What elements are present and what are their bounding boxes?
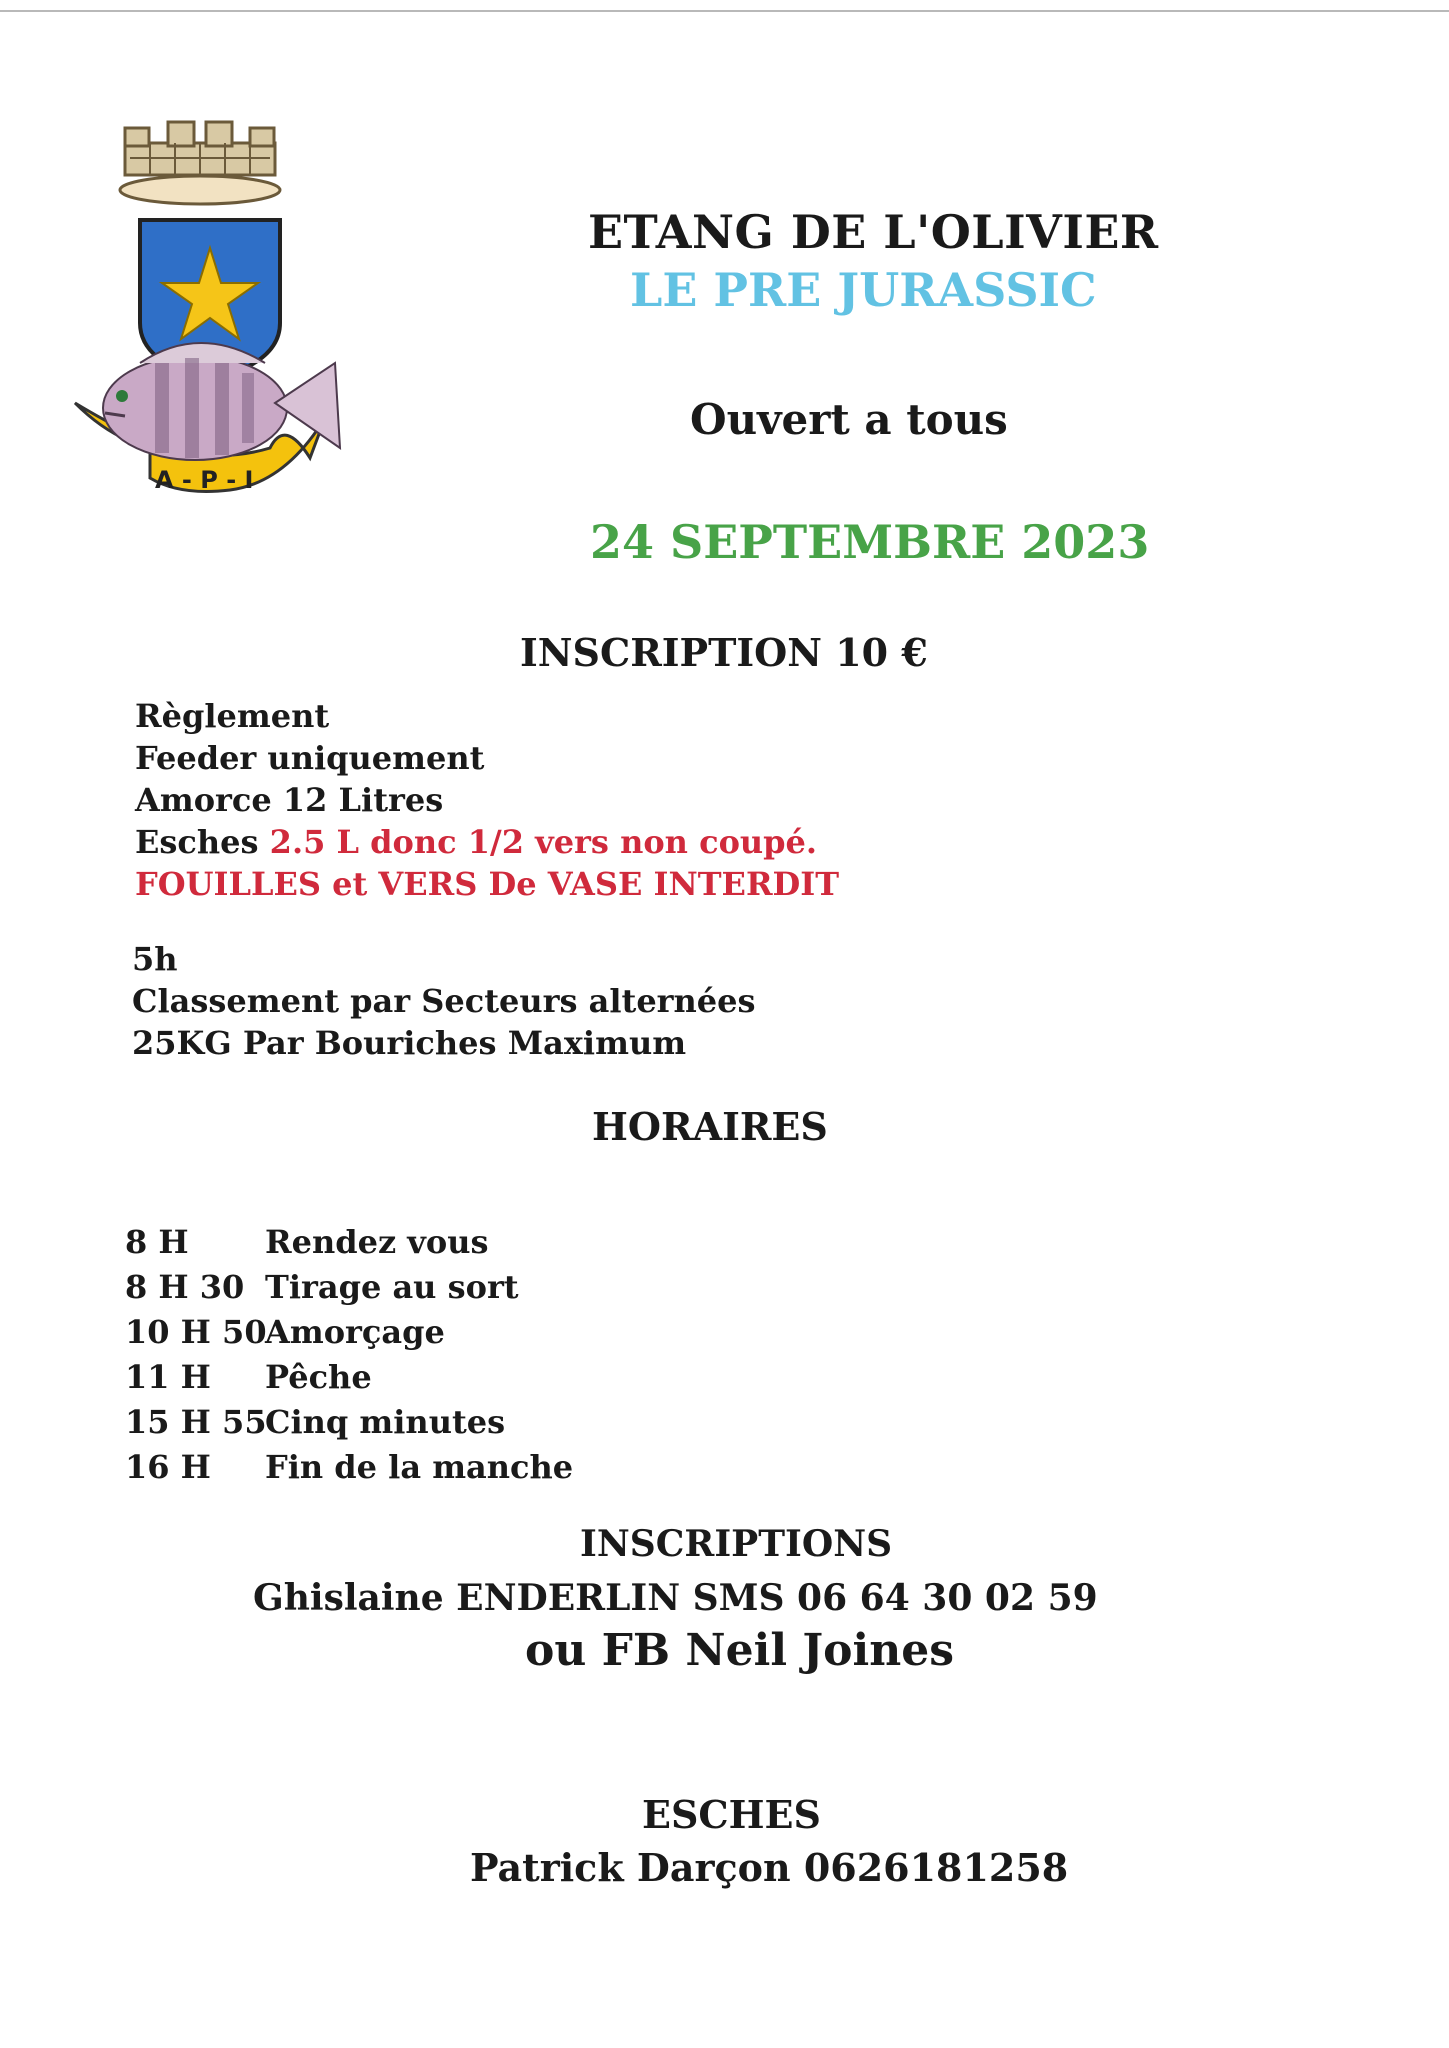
schedule-time: 8 H [125, 1223, 189, 1261]
schedule-label: Cinq minutes [265, 1403, 506, 1441]
rule-ranking: Classement par Secteurs alternées [132, 982, 756, 1020]
schedule-row [125, 1310, 573, 1355]
schedule-time: 15 H 55 [125, 1403, 267, 1441]
scan-border-line [0, 10, 1449, 12]
schedule-label: Tirage au sort [265, 1268, 519, 1306]
registration-contact: Ghislaine ENDERLIN SMS 06 64 30 02 59 [253, 1577, 1098, 1619]
rule-groundbait: Amorce 12 Litres [135, 781, 444, 819]
club-logo [70, 118, 370, 518]
rule-max-weight: 25KG Par Bouriches Maximum [132, 1024, 687, 1062]
schedule-row [125, 1220, 573, 1265]
rule-forbidden: FOUILLES et VERS De VASE INTERDIT [135, 865, 840, 903]
event-date: 24 SEPTEMBRE 2023 [590, 515, 1150, 569]
rule-duration: 5h [132, 940, 178, 978]
baits-title: ESCHES [642, 1792, 821, 1837]
rule-baits-detail: 2.5 L donc 1/2 vers non coupé. [269, 823, 818, 861]
fish-icon [103, 343, 340, 460]
schedule-time: 8 H 30 [125, 1268, 245, 1306]
crown-icon [120, 122, 280, 204]
rule-feeder: Feeder uniquement [135, 739, 485, 777]
event-subtitle: LE PRE JURASSIC [630, 263, 1097, 317]
logo-motto: A - P - I [155, 466, 254, 494]
schedule-row [125, 1355, 573, 1400]
schedule-row [125, 1445, 573, 1490]
registration-fee: INSCRIPTION 10 € [520, 630, 928, 675]
schedule-title: HORAIRES [592, 1104, 828, 1149]
schedule-row [125, 1265, 573, 1310]
schedule-time: 16 H [125, 1448, 211, 1486]
schedule-label: Rendez vous [265, 1223, 489, 1261]
schedule-label: Amorçage [265, 1313, 445, 1351]
schedule-list [125, 1220, 573, 1490]
rules-heading: Règlement [135, 697, 330, 735]
rule-baits [135, 821, 839, 863]
schedule-label: Fin de la manche [265, 1448, 574, 1486]
schedule-row [125, 1400, 573, 1445]
registration-alternative: ou FB Neil Joines [525, 1625, 954, 1676]
registration-title: INSCRIPTIONS [580, 1523, 893, 1565]
event-title: ETANG DE L'OLIVIER [588, 205, 1159, 259]
schedule-label: Pêche [265, 1358, 372, 1396]
open-to-all: Ouvert a tous [690, 395, 1008, 444]
baits-contact: Patrick Darçon 0626181258 [470, 1845, 1069, 1890]
rule-baits-prefix: Esches [135, 823, 259, 861]
schedule-time: 10 H 50 [125, 1313, 267, 1351]
schedule-time: 11 H [125, 1358, 211, 1396]
rules-section [135, 695, 839, 905]
rules-section-2 [132, 938, 756, 1064]
